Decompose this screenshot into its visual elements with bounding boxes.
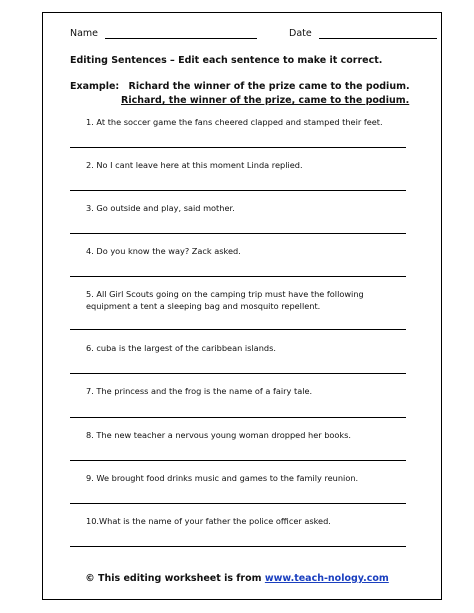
answer-line-9[interactable] (70, 503, 406, 504)
item-text: We brought food drinks music and games to the family reunion. (96, 473, 359, 483)
example-original: Richard the winner of the prize came to the podium. (128, 81, 410, 92)
name-field[interactable] (70, 28, 257, 39)
answer-line-6[interactable] (70, 373, 406, 374)
sentence-item-7 (86, 385, 406, 397)
answer-line-1[interactable] (70, 147, 406, 148)
item-number: 6. (86, 343, 94, 353)
sentence-item-2 (86, 159, 406, 171)
item-number: 8. (86, 430, 94, 440)
sentence-item-4 (86, 245, 406, 257)
name-line[interactable] (105, 29, 257, 39)
sentence-item-8 (86, 429, 406, 441)
answer-line-8[interactable] (70, 460, 406, 461)
item-text: What is the name of your father the police officer asked. (99, 516, 331, 526)
answer-line-2[interactable] (70, 190, 406, 191)
item-number: 9. (86, 473, 94, 483)
item-text: The princess and the frog is the name of a fairy tale. (96, 386, 313, 396)
answer-line-7[interactable] (70, 417, 406, 418)
example-label: Example: (70, 81, 120, 92)
item-number: 5. (86, 289, 94, 299)
date-field[interactable] (289, 28, 437, 39)
sentence-item-1 (86, 116, 406, 128)
example-line (70, 81, 410, 92)
item-text: At the soccer game the fans cheered clapped and stamped their feet. (96, 117, 383, 127)
worksheet-title: Editing Sentences – Edit each sentence to make it correct. (70, 55, 383, 66)
date-line[interactable] (319, 29, 437, 39)
item-number: 2. (86, 160, 94, 170)
answer-line-5[interactable] (70, 329, 406, 330)
item-text: The new teacher a nervous young woman dropped her books. (96, 430, 352, 440)
sentence-item-3 (86, 202, 406, 214)
copyright-text: © This editing worksheet is from (85, 573, 262, 584)
answer-line-3[interactable] (70, 233, 406, 234)
date-label: Date (289, 28, 312, 39)
item-text: cuba is the largest of the caribbean islands. (96, 343, 276, 353)
sentence-item-9 (86, 472, 406, 484)
item-number: 7. (86, 386, 94, 396)
item-number: 4. (86, 246, 94, 256)
sentence-item-5 (86, 288, 406, 312)
sentence-item-10 (86, 515, 406, 527)
item-text: All Girl Scouts going on the camping trip must have the following equipment a tent a sleeping bag and mosquito repellent. (86, 289, 364, 311)
answer-line-10[interactable] (70, 546, 406, 547)
copyright-footer (0, 573, 474, 584)
sentence-item-6 (86, 342, 406, 354)
item-text: Go outside and play, said mother. (96, 203, 235, 213)
item-text: No I cant leave here at this moment Linda replied. (96, 160, 303, 170)
example-corrected: Richard, the winner of the prize, came to the podium. (121, 95, 410, 106)
website-link[interactable]: www.teach-nology.com (264, 573, 389, 584)
item-text: Do you know the way? Zack asked. (96, 246, 241, 256)
name-label: Name (70, 28, 99, 39)
item-number: 10. (86, 516, 100, 526)
item-number: 3. (86, 203, 94, 213)
answer-line-4[interactable] (70, 276, 406, 277)
item-number: 1. (86, 117, 94, 127)
